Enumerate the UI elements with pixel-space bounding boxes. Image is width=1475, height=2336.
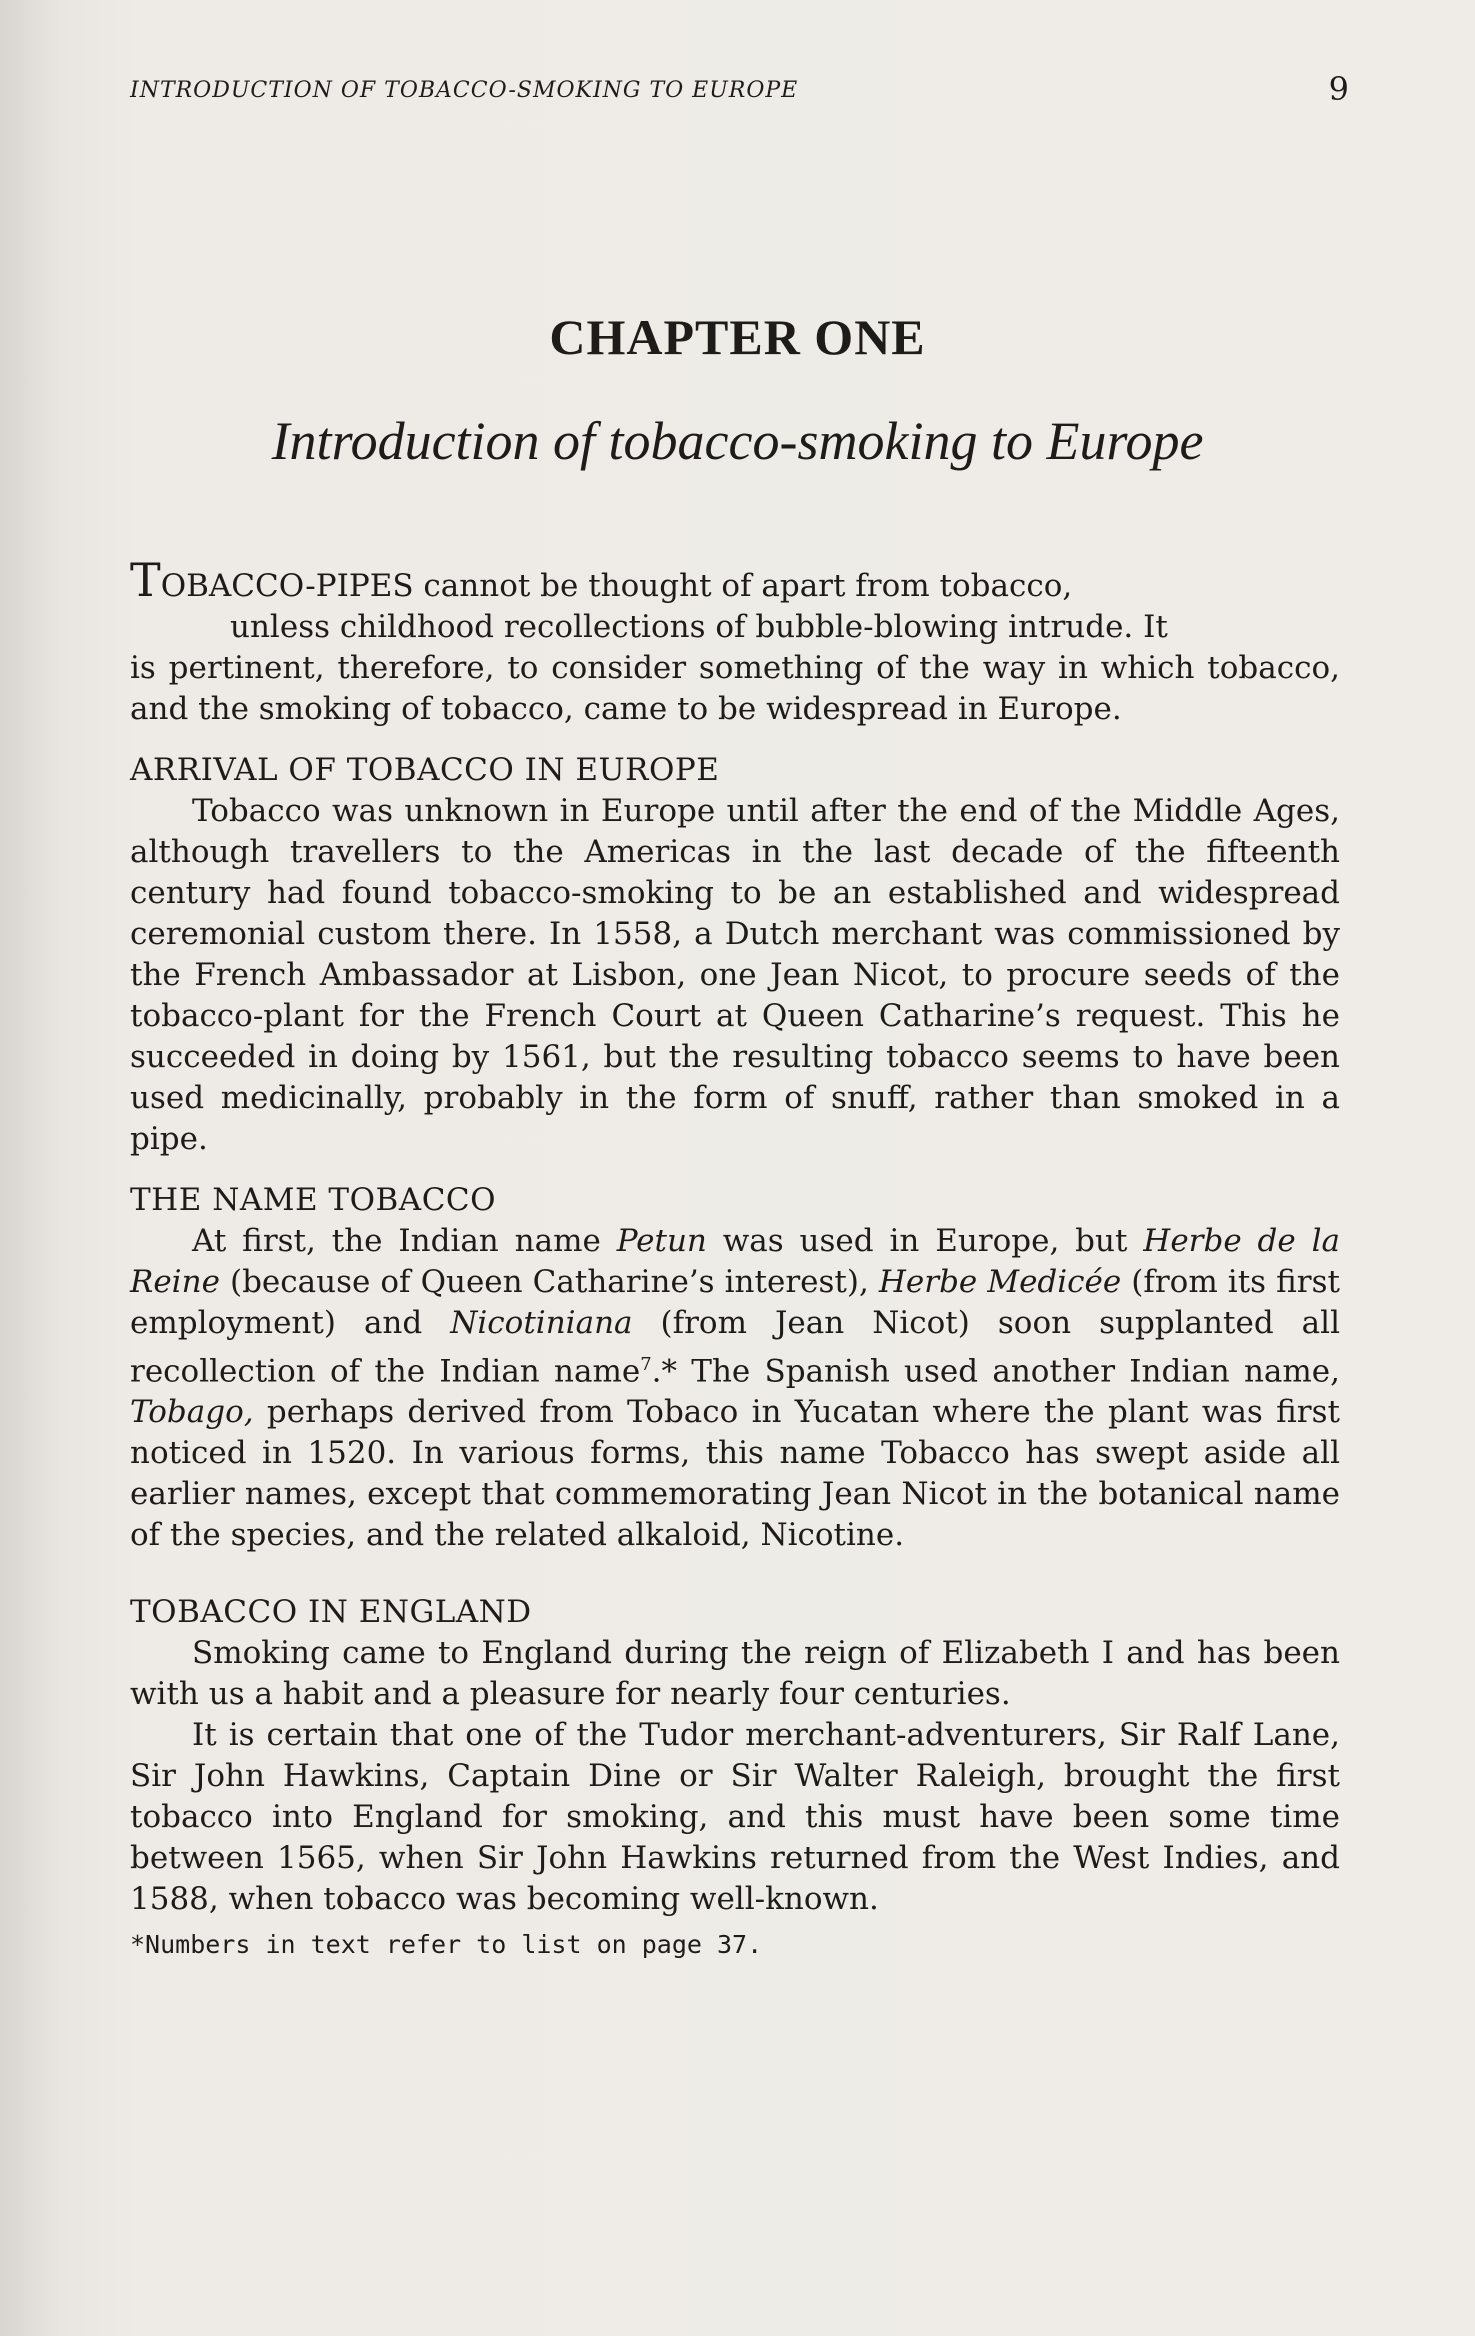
name-text-e: (from Jean Nicot) soon supplanted all recollection of the Indian name [130, 1305, 1340, 1390]
intro-line-2 [130, 607, 1340, 648]
chapter-title: Introduction of tobacco-smoking to Europe [271, 411, 1204, 471]
intro-line-2-text: unless childhood recollections of bubble-blowing intrude. It [230, 609, 1168, 645]
footnote: *Numbers in text refer to list on page 37. [130, 1930, 763, 1960]
term-nicotiniana: Nicotiniana [450, 1305, 633, 1341]
body-text [130, 553, 1341, 1962]
section-paragraph-arrival: Tobacco was unknown in Europe until after the end of the Middle Ages, although travellers to the Americas in the last decade of the fifteenth century had found tobacco-smoking to be an established and widespread ceremonial custom there. In 1558, a Dutch merchant was commissioned by the French Ambassador at Lisbon, one Jean Nicot, to procure seeds of the tobacco-plant for the French Court at Queen Catharine’s request. This he succeeded in doing by 1561, but the resulting tobacco seems to have been used medicinally, probably in the form of snuff, rather than smoked in a pipe. [130, 793, 1340, 1157]
section-paragraph-england-1: Smoking came to England during the reign of Elizabeth I and has been with us a habit and a pleasure for nearly four centuries. [130, 1635, 1340, 1713]
term-herbe-reine: Herbe de la Reine [130, 1223, 1340, 1300]
page-number: 9 [1328, 70, 1350, 108]
footnote-ref: 7 [640, 1354, 652, 1375]
name-text-d: (from its first employment) and [130, 1264, 1340, 1341]
term-petun: Petun [616, 1223, 707, 1259]
name-text-a: At first, the Indian name [192, 1223, 617, 1259]
name-text-f: .* The Spanish used another Indian name, [651, 1353, 1341, 1390]
name-text-c: (because of Queen Catharine’s interest), [219, 1264, 879, 1300]
term-tobago: Tobago, [130, 1394, 254, 1431]
section-paragraph-england-2: It is certain that one of the Tudor merchant-adventurers, Sir Ralf Lane, Sir John Hawkins, Captain Dine or Sir Walter Raleigh, brought the first tobacco into England for smoking, and this must have been some time between 1565, when Sir John Hawkins returned from the West Indies, and 1588, when tobacco was becoming well-known. [130, 1717, 1340, 1918]
chapter-label: CHAPTER ONE [549, 309, 926, 365]
running-head: INTRODUCTION OF TOBACCO-SMOKING TO EUROPE [130, 78, 799, 103]
section-heading-england: TOBACCO IN ENGLAND [130, 1594, 532, 1631]
name-text-b: was used in Europe, but [706, 1223, 1144, 1259]
intro-line-1: OBACCO-PIPES cannot be thought of apart from tobacco, [160, 568, 1073, 604]
term-herbe-medicee: Herbe Medicée [878, 1264, 1122, 1300]
section-heading-arrival: ARRIVAL OF TOBACCO IN EUROPE [130, 752, 720, 788]
section-heading-name: THE NAME TOBACCO [130, 1182, 497, 1218]
section-paragraph-name [130, 1221, 1340, 1556]
drop-cap: T [130, 553, 161, 607]
intro-rest: is pertinent, therefore, to consider something of the way in which tobacco, and the smoking of tobacco, came to be widespread in Europe. [130, 650, 1340, 727]
intro-paragraph [130, 553, 1340, 607]
name-text-g: perhaps derived from Tobaco in Yucatan where the plant was first noticed in 1520. In various forms, this name Tobacco has swept aside all earlier names, except that commemorating Jean Nicot in the botanical name of the species, and the related alkaloid, Nicotine. [130, 1394, 1340, 1554]
